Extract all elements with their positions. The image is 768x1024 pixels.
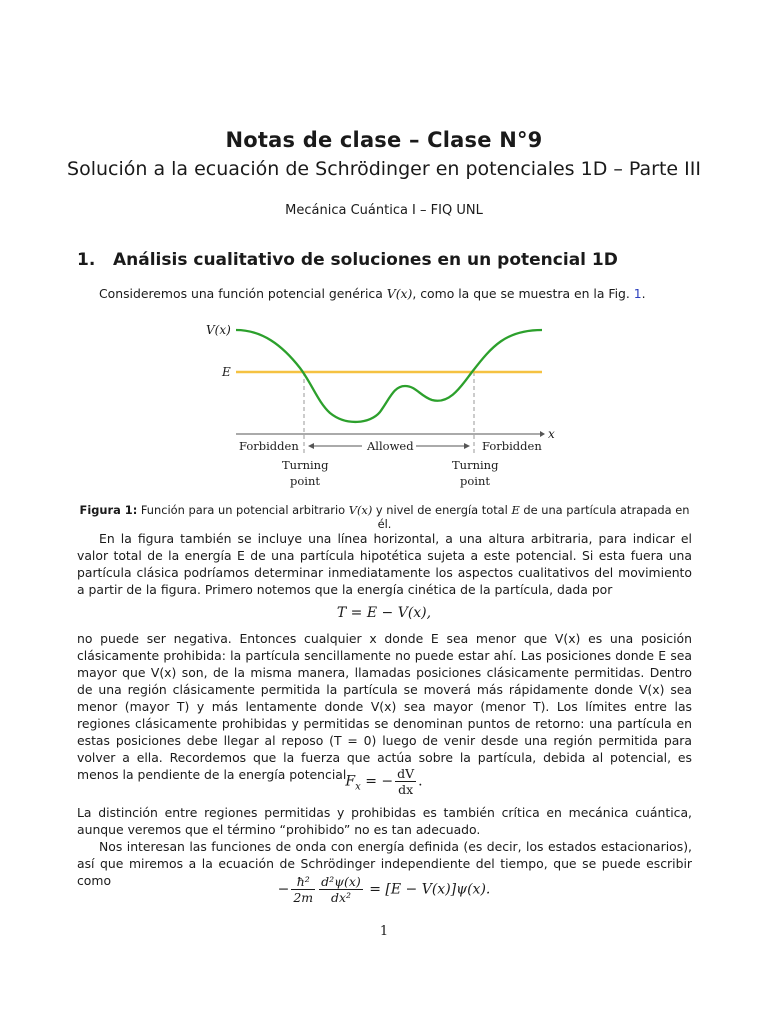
force-subscript: x — [355, 781, 361, 793]
y-axis-label: V(x) — [206, 323, 231, 337]
schrodinger-num1: ħ² — [291, 874, 315, 890]
region-forbidden-right: Forbidden — [482, 439, 542, 453]
page-number: 1 — [379, 924, 389, 939]
caption-text-a: Función para un potencial arbitrario — [137, 503, 349, 517]
force-numerator: dV — [397, 766, 415, 781]
caption-text-c: de una partícula atrapada en él. — [377, 503, 690, 531]
left-turning-label-line1: Turning — [282, 458, 329, 472]
force-fraction — [395, 766, 416, 797]
equation-schrodinger — [0, 874, 768, 905]
intro-period: . — [641, 286, 646, 301]
caption-vx: V(x) — [348, 503, 373, 517]
paragraph-2 — [77, 630, 692, 783]
force-lhs: F — [345, 773, 356, 790]
right-turning-label-line2: point — [460, 474, 490, 488]
paragraph-3 — [77, 804, 692, 838]
force-equals: = − — [360, 773, 394, 790]
equation-kinetic-energy-text: T = E − V(x), — [336, 605, 432, 621]
left-turning-label-line2: point — [290, 474, 320, 488]
paragraph-1 — [77, 530, 692, 598]
schrodinger-fraction-2 — [319, 874, 363, 905]
schrodinger-fraction-1 — [291, 874, 315, 905]
schrodinger-rhs: = [E − V(x)]ψ(x). — [364, 881, 491, 898]
intro-text-after: , como la que se muestra en la Fig. — [412, 286, 634, 301]
paragraph-2-text: no puede ser negativa. Entonces cualquier x donde E sea menor que V(x) es una posición clásicamente prohibida: la partícula sencillamente no puede estar ahí. Las posiciones donde E sea mayor que V(x) son, de la misma manera, llamadas posiciones clásicamente permitidas. Dentro de una región clásicamente permitida la partícula se moverá más rápidamente donde V(x) sea menor (mayor T) y más lentamente donde V(x) sea mayor (menor T). Los límites entre las regiones clásicamente prohibidas y permitidas se denominan puntos de retorno: una partícula en estas posiciones debe llegar al reposo (T = 0) luego de venir desde una región permitida para volver a ella. Recordemos que la fuerza que actúa sobre la partícula, debida al potencial, es menos la pendiente de la energía potencial — [77, 631, 692, 782]
region-forbidden-left: Forbidden — [239, 439, 299, 453]
x-axis-arrow-icon — [540, 431, 545, 437]
intro-vx: V(x) — [386, 286, 413, 301]
force-end: . — [418, 773, 423, 790]
course-line: Mecánica Cuántica I – FIQ UNL — [285, 203, 483, 218]
caption-label: Figura 1: — [79, 503, 138, 517]
allowed-arrow-left-head-icon — [308, 443, 314, 449]
allowed-arrow-right-head-icon — [464, 443, 470, 449]
section-title: Análisis cualitativo de soluciones en un potencial 1D — [113, 250, 618, 270]
energy-label: E — [222, 365, 231, 379]
paragraph-1-text: En la figura también se incluye una línea horizontal, a una altura arbitraria, para indicar el valor total de la energía E de una partícula hipotética sujeta a este potencial. Si esta fuera una partícula clásica podríamos determinar inmediatamente los aspectos cualitativos del movimiento a partir de la figura. Primero notemos que la energía cinética de la partícula, dada por — [77, 531, 692, 597]
potential-figure — [0, 0, 768, 500]
schrodinger-num2: d²ψ(x) — [321, 874, 361, 889]
paragraph-3-text: La distinción entre regiones permitidas y prohibidas es también crítica en mecánica cuántica, aunque veremos que el término “prohibido” no es tan adecuado. — [77, 805, 692, 837]
section-number: 1. — [77, 250, 96, 270]
schrodinger-minus: − — [277, 881, 290, 898]
caption-text-b: y nivel de energía total — [372, 503, 512, 517]
schrodinger-den2: dx² — [330, 890, 351, 905]
caption-e: E — [511, 503, 520, 517]
page-subtitle: Solución a la ecuación de Schrödinger en potenciales 1D – Parte III — [67, 158, 701, 180]
potential-curve — [236, 330, 542, 422]
equation-kinetic-energy — [0, 605, 768, 621]
figure-caption — [77, 503, 692, 531]
page-title: Notas de clase – Clase N°9 — [225, 128, 543, 152]
figure-reference-link[interactable]: 1 — [633, 286, 642, 301]
region-allowed: Allowed — [367, 439, 414, 453]
intro-text-before: Consideremos una función potencial genérica — [99, 286, 387, 301]
equation-force — [0, 766, 768, 797]
paragraph-4-text: Nos interesan las funciones de onda con energía definida (es decir, los estados estacionarios), así que miremos a la ecuación de Schrödinger independiente del tiempo, que se puede escribir como — [77, 839, 692, 888]
schrodinger-den1: 2m — [293, 890, 314, 905]
x-axis-label: x — [548, 427, 555, 441]
right-turning-label-line1: Turning — [452, 458, 499, 472]
force-denominator: dx — [398, 782, 414, 797]
